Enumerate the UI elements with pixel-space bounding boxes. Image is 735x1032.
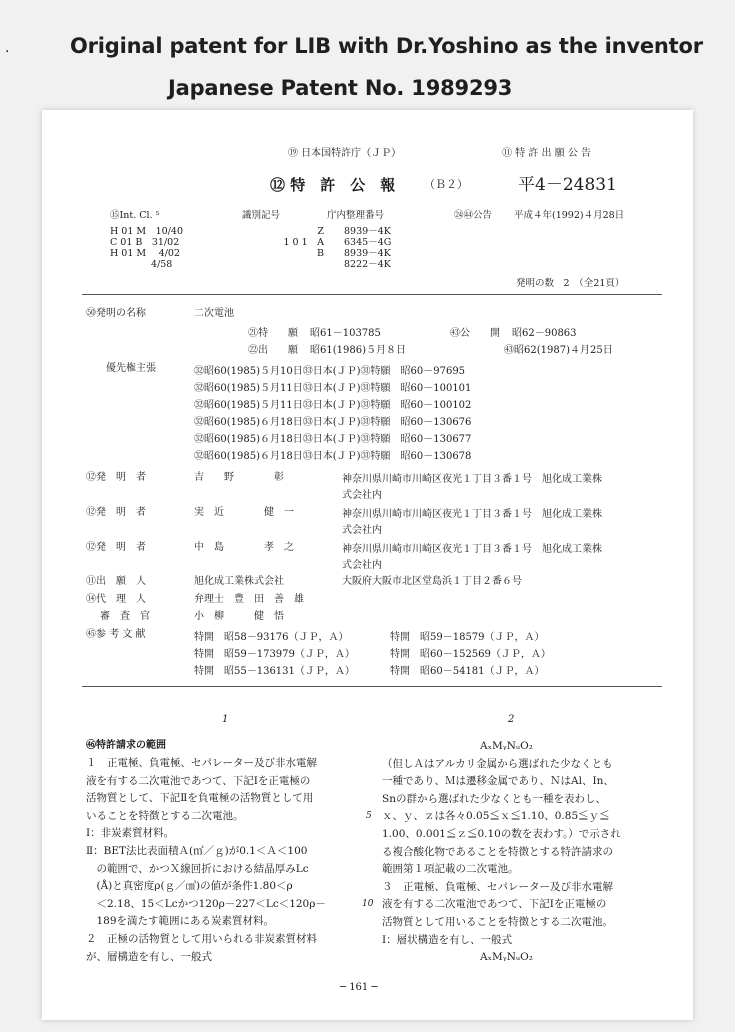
id-symbol-label: 識別記号 (242, 210, 281, 221)
applicant-address: 大阪府大阪市北区堂島浜１丁目２番６号 (342, 576, 522, 587)
priority-claim: ㉜昭60(1985)５月11日㉝日本(ＪＰ)㉛特願 昭60－100101 (194, 383, 472, 394)
references-label: ㊺参 考 文 献 (86, 629, 146, 640)
id-symbol: Z (317, 226, 324, 237)
claims-heading: ㊻特許請求の範囲 (86, 740, 166, 751)
reference: 特開 昭60－152569（ＪＰ，Ａ） (390, 649, 551, 660)
inventor-label: ⑫発 明 者 (86, 472, 146, 483)
priority-label: 優先権主張 (106, 363, 156, 374)
claims-left-column: １ 正電極、負電極、セパレーター及び非水電解 液を有する二次電池であつて、下記Ⅰを正電極の 活物質として、下記Ⅱを負電極の活物質として用 いることを特徴とする二次電池。 Ⅰ：非炭素質材料。 Ⅱ：BET法比表面積Ａ(㎡／ｇ)が0.1＜Ａ＜100 の範囲で、かつＸ線回折における結晶厚みLc (Å)と真密度ρ(ｇ／㎤)の値が条件1.80＜ρ ＜2.18、15＜Lcかつ120ρ－227＜Lc＜120ρ－ 189を満たす範囲にある炭素質材料。 ２ 正極の活物質として用いられる非炭素質材料 が、層構造を有し、一般式 (86, 757, 326, 963)
ipc-code: C 01 B 31/02 (110, 237, 180, 248)
reference: 特開 昭55－136131（ＪＰ，Ａ） (194, 666, 355, 677)
priority-list (194, 363, 471, 465)
divider (82, 294, 662, 295)
page-number: ─ 161 ─ (340, 982, 378, 993)
examiner-name: 小 柳 健 悟 (194, 611, 284, 622)
ipc-code: 4/58 (110, 259, 173, 270)
caption-subtitle: Japanese Patent No. 1989293 (168, 76, 513, 100)
priority-claim: ㉜昭60(1985)５月10日㉝日本(ＪＰ)㉛特願 昭60－97695 (194, 366, 466, 377)
applicant-name: 旭化成工業株式会社 (194, 576, 284, 587)
ipc-code: H 01 M 10/40 (110, 226, 184, 237)
claims-right-column: AₓMᵧNᵤO₂ （但しＡはアルカリ金属から選ばれた少なくとも 一種であり、Ｍは遷移金属であり、ＮはAl、In、 Snの群から選ばれた少なくとも一種を表わし、 ｘ、ｙ、ｚは各々0.05≦ｘ≦1.10、0.85≦ｙ≦ 1.00、0.001≦ｚ≦0.10の数を表わす。）で示され る複合酸化物であることを特徴とする特許請求の 範囲第１項記載の二次電池。 ３ 正電極、負電極、セパレーター及び非水電解 液を有する二次電池であつて、下記Ⅰを正電極の 活物質として用いることを特徴とする二次電池。 Ⅰ：層状構造を有し、一般式 AₓMᵧNᵤO₂ (382, 738, 621, 967)
priority-claim: ㉜昭60(1985)６月18日㉝日本(ＪＰ)㉛特願 昭60－130677 (194, 434, 472, 445)
application-label: ㉑特 願 (248, 328, 298, 339)
reference: 特開 昭58－93176（ＪＰ，Ａ） (194, 632, 349, 643)
intcl-label: ⑮Int. Cl. ⁵ (110, 210, 160, 221)
references-col-right (390, 629, 551, 680)
reference: 特開 昭60－54181（ＪＰ，Ａ） (390, 666, 545, 677)
id-symbol: B (317, 248, 324, 259)
agent-label: ⑭代 理 人 (86, 594, 146, 605)
ipc-codes (110, 226, 183, 270)
gazette-kind: （Ｂ２） (424, 178, 468, 191)
inventor-name: 吉 野 彰 (194, 472, 284, 483)
office-number-label: 庁内整理番号 (327, 210, 385, 221)
patent-office: ⑲ 日本国特許庁（ＪＰ） (288, 148, 402, 159)
invention-title-label: ㊿発明の名称 (86, 308, 146, 319)
priority-claim: ㉜昭60(1985)６月18日㉝日本(ＪＰ)㉛特願 昭60－130678 (194, 451, 472, 462)
caption-bullet: . (5, 40, 10, 56)
office-numbers (344, 226, 391, 270)
reference: 特開 昭59－18579（ＪＰ，Ａ） (390, 632, 545, 643)
formula: AₓMᵧNᵤO₂ (480, 740, 533, 752)
inventor-name: 実 近 健 一 (194, 507, 294, 518)
caption-title: Original patent for LIB with Dr.Yoshino as the inventor (70, 34, 703, 58)
line-number-marker: 5 (366, 811, 372, 821)
invention-title: 二次電池 (194, 308, 234, 319)
application-number: 昭61－103785 (310, 328, 381, 339)
agent-name: 弁理士 豊 田 善 雄 (194, 594, 304, 605)
inventor-name: 中 島 孝 之 (194, 542, 294, 553)
claims-count: 発明の数 2 （全21頁） (516, 278, 625, 289)
kokai-number: 昭62－90863 (512, 328, 577, 339)
filing-date: 昭61(1986)５月８日 (310, 345, 406, 356)
id-symbols (254, 226, 324, 259)
office-number: 6345－4G (344, 237, 392, 248)
kokai-date: ㊸昭62(1987)４月25日 (504, 345, 613, 356)
inventor-label: ⑫発 明 者 (86, 507, 146, 518)
id-symbol: 1 0 1 A (283, 237, 324, 248)
priority-claim: ㉜昭60(1985)５月11日㉝日本(ＪＰ)㉛特願 昭60－100102 (194, 400, 472, 411)
column-number: 2 (508, 714, 515, 725)
examiner-label: 審 査 官 (100, 611, 150, 622)
column-number: 1 (222, 714, 229, 725)
patent-page (42, 110, 693, 1020)
gazette-title: ⑫ 特 許 公 報 (270, 176, 396, 194)
patent-number: 平4－24831 (518, 175, 617, 195)
inventor-address: 神奈川県川崎市川崎区夜光１丁目３番１号 旭化成工業株 式会社内 (342, 474, 602, 501)
publication-date: 平成４年(1992)４月28日 (514, 210, 625, 221)
office-number: 8939－4K (344, 226, 391, 237)
filing-label: ㉒出 願 (248, 345, 298, 356)
priority-claim: ㉜昭60(1985)６月18日㉝日本(ＪＰ)㉛特願 昭60－130676 (194, 417, 472, 428)
reference: 特開 昭59－173979（ＪＰ，Ａ） (194, 649, 355, 660)
references-col-left (194, 629, 355, 680)
formula: AₓMᵧNᵤO₂ (480, 951, 533, 964)
line-number-marker: 10 (362, 899, 374, 909)
kokai-label: ㊸公 開 (450, 328, 500, 339)
publication-date-label: ㉔㊹公告 (454, 210, 493, 221)
inventor-label: ⑫発 明 者 (86, 542, 146, 553)
publication-type: ⑪ 特 許 出 願 公 告 (502, 148, 592, 159)
ipc-code: H 01 M 4/02 (110, 248, 180, 259)
divider (82, 686, 662, 687)
office-number: 8939－4K (344, 248, 391, 259)
inventor-address: 神奈川県川崎市川崎区夜光１丁目３番１号 旭化成工業株 式会社内 (342, 509, 602, 536)
inventor-address: 神奈川県川崎市川崎区夜光１丁目３番１号 旭化成工業株 式会社内 (342, 544, 602, 571)
office-number: 8222－4K (344, 259, 391, 270)
applicant-label: ⑪出 願 人 (86, 576, 146, 587)
